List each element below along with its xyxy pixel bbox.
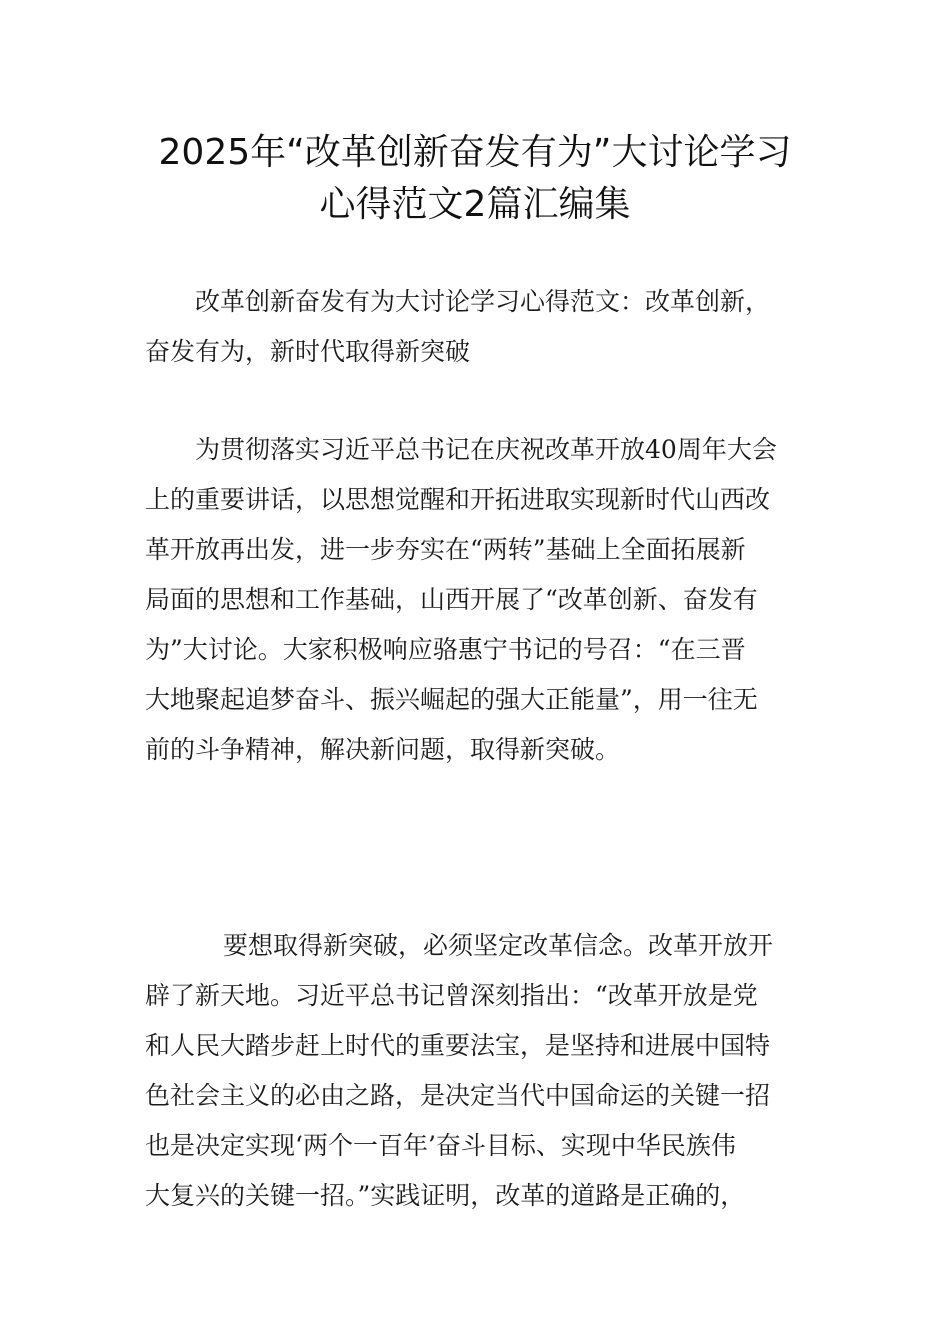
paragraph-line: 大地聚起追梦奋斗、振兴崛起的强大正能量”，用一往无 (145, 685, 758, 714)
subtitle-line: 改革创新奋发有为大讨论学习心得范文：改革创新， (195, 287, 771, 316)
subtitle-line: 奋发有为，新时代取得新突破 (145, 337, 471, 366)
paragraph-line: 要想取得新突破，必须坚定改革信念。改革开放开 (223, 931, 774, 960)
paragraph-line: 色社会主义的必由之路，是决定当代中国命运的关键一招 (145, 1081, 771, 1110)
paragraph-line: 上的重要讲话，以思想觉醒和开拓进取实现新时代山西改 (145, 485, 771, 514)
body-paragraph-1 (145, 425, 805, 775)
subtitle-paragraph (145, 277, 805, 377)
paragraph-line: 革开放再出发，进一步夯实在“两转”基础上全面拓展新 (145, 535, 746, 564)
paragraph-line: 为”大讨论。大家积极响应骆惠宁书记的号召：“在三晋 (145, 635, 746, 664)
paragraph-line: 辟了新天地。习近平总书记曾深刻指出：“改革开放是党 (145, 981, 758, 1010)
paragraph-line: 前的斗争精神，解决新问题，取得新突破。 (145, 735, 621, 764)
document-title-line-1: 2025年“改革创新奋发有为”大讨论学习 (158, 132, 792, 173)
body-paragraph-2 (145, 921, 805, 1221)
paragraph-line: 局面的思想和工作基础，山西开展了“改革创新、奋发有 (145, 585, 758, 614)
document-title-line-2: 心得范文2篇汇编集 (319, 184, 631, 225)
paragraph-line: 大复兴的关键一招。”实践证明，改革的道路是正确的， (145, 1181, 746, 1210)
paragraph-line: 也是决定实现‘两个一百年’奋斗目标、实现中华民族伟 (145, 1131, 736, 1160)
paragraph-line: 和人民大踏步赶上时代的重要法宝，是坚持和进展中国特 (145, 1031, 771, 1060)
paragraph-line: 为贯彻落实习近平总书记在庆祝改革开放40周年大会 (195, 435, 777, 464)
